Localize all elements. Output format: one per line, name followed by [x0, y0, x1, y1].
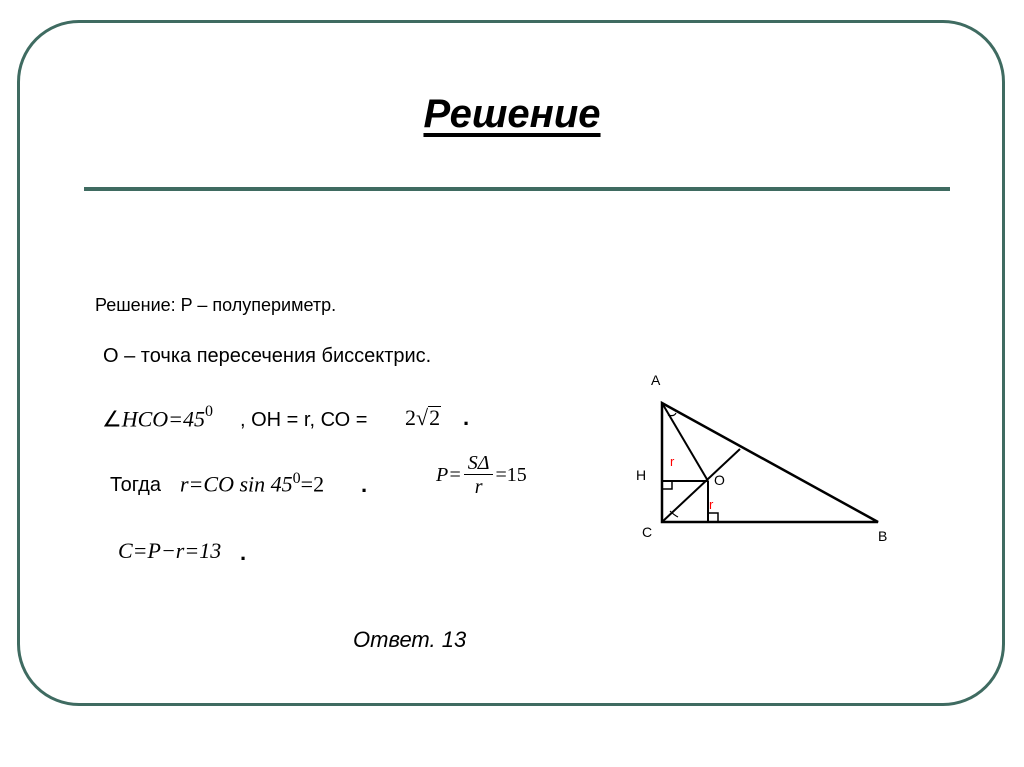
frac-numerator: SΔ — [464, 452, 494, 475]
period-1: . — [463, 405, 470, 430]
frac-denominator: r — [474, 476, 483, 498]
label-b: B — [878, 528, 888, 544]
title-divider — [84, 187, 950, 191]
c-formula: C=P−r=13 — [118, 538, 222, 563]
period-3: . — [240, 540, 247, 565]
angle-expression: HCO=45 — [121, 406, 206, 432]
angle-formula — [102, 405, 213, 432]
r-result: =2 — [300, 471, 325, 497]
co-coefficient: 2 — [405, 405, 416, 430]
solution-intro-text: Решение: P – полупериметр. — [95, 295, 337, 315]
co-value — [405, 405, 441, 431]
r-expression: r=CO sin 45 — [180, 471, 293, 497]
right-angle-h — [662, 481, 672, 489]
r-degree: 0 — [292, 470, 301, 487]
answer-text: Ответ. 13 — [353, 627, 467, 652]
bisector-point-text: О – точка пересечения биссектрис. — [103, 345, 432, 367]
r-formula — [180, 470, 324, 497]
label-a: A — [651, 372, 661, 388]
page-title: Решение — [423, 92, 601, 136]
co-radicand: 2 — [429, 405, 441, 430]
angle-degree: 0 — [205, 403, 214, 420]
label-c: C — [642, 524, 653, 540]
label-r-perp: r — [709, 497, 714, 512]
label-o: O — [714, 472, 725, 488]
oh-co-text: , ОН = r, СО = — [240, 409, 368, 431]
sqrt-icon: √ — [416, 405, 429, 430]
label-r-oh: r — [670, 454, 675, 469]
frac-lhs: P= — [436, 464, 462, 486]
period-2: . — [361, 472, 368, 497]
togda-text: Тогда — [110, 474, 161, 496]
frac-rhs: =15 — [495, 464, 527, 486]
fraction — [464, 452, 494, 499]
semiperimeter-formula — [436, 452, 527, 512]
right-angle-foot — [708, 513, 718, 522]
label-h: H — [636, 467, 647, 483]
angle-icon: ∠ — [102, 406, 122, 432]
triangle-abc — [662, 403, 878, 522]
triangle-diagram — [630, 365, 910, 555]
